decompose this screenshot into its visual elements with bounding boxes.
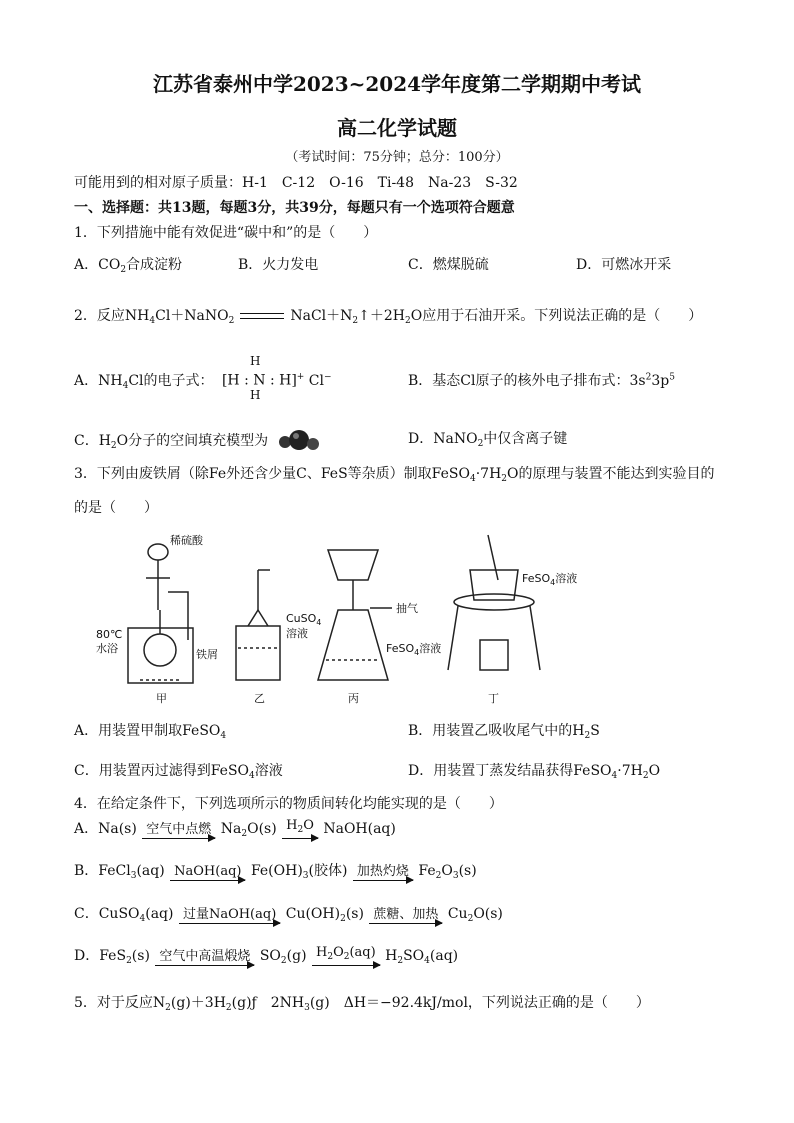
q4-stem: 4．在给定条件下，下列选项所示的物质间转化均能实现的是（ ） [74,796,503,812]
h-bottom: H [249,388,261,403]
apparatus-figure [88,530,728,705]
caption-ding: 丁 [488,692,499,705]
q4-option-c: C．CuSO$_4$(aq) 过量NaOH(aq) $Cu(OH)_2(s)$ 蔗糖、加热 $Cu_2O(s)$ [74,906,503,924]
exam-subtitle: 高二化学试题 [337,116,457,140]
q3-option-c: C．用装置丙过滤得到FeSO$_4$溶液 [74,763,283,781]
arrow: 空气中点燃 [142,823,215,839]
q3-stem-line2: 的是（ ） [74,500,158,516]
q2-option-c: C．$H_2O$分子的空间填充模型为 [74,428,321,454]
caption-bing: 丙 [348,692,359,705]
electron-formula: H [H : N : H]+ H [221,354,305,403]
q1-stem: 1．下列措施中能有效促进“碳中和”的是（ ） [74,225,378,241]
arrow: NaOH(aq) [170,865,245,881]
label-acid: 稀硫酸 [170,534,203,547]
q1-option-b: B．火力发电 [238,257,319,273]
atomic-mass-line: 可能用到的相对原子质量：H-1 C-12 O-16 Ti-48 Na-23 S-32 [74,175,518,191]
arrow: 空气中高温煅烧 [155,950,254,966]
q3-option-a: A．用装置甲制取FeSO$_4$ [74,723,227,741]
q2-option-a: A．$NH_4Cl$的电子式： H [H : N : H]+ H Cl− [74,354,332,403]
flask-jia [144,634,176,666]
buchner-funnel [328,550,378,580]
q2-option-b: B．基态Cl原子的核外电子排布式：$3s^23p^5$ [408,372,675,389]
arrow: 加热灼烧 [353,865,413,881]
h-top: H [249,354,261,369]
label-pump: 抽气 [396,602,418,615]
arrow: $H_2O_2(aq)$ [312,946,380,966]
q3-option-b: B．用装置乙吸收尾气中的$H_2S$ [408,723,600,741]
label-feso4-bing: FeSO$_4$溶液 [386,642,442,657]
label-80c: 80℃ [96,628,123,641]
beaker-yi [236,626,280,680]
exam-title: 江苏省泰州中学2023~2024学年度第二学期期中考试 [152,72,642,96]
funnel-bulb [148,544,168,560]
section-heading: 一、选择题：共13题，每题3分，共39分，每题只有一个选项符合题意 [74,200,515,216]
arrow: $H_2O$ [282,819,318,839]
caption-yi: 乙 [254,692,265,705]
label-bath: 水浴 [96,642,118,655]
label-iron: 铁屑 [196,648,218,661]
arrow: 蔗糖、加热 [369,908,442,924]
q3-stem-line1: 3．下列由废铁屑（除Fe外还含少量C、FeS等杂质）制取$FeSO_4\cdot 7H_2O$的原理与装置不能达到实验目的 [74,466,715,484]
caption-jia: 甲 [156,692,167,705]
q4-option-d: D．FeS$_2$(s) 空气中高温煅烧 $SO_2(g)$ $H_2O_2(aq)$ $H_2SO_4(aq)$ [74,945,459,966]
q2-stem: 2．反应$NH_4Cl+NaNO_2$ $NaCl+N_2↑+2H_2O$应用于石油开采。下列说法正确的是（ ） [74,308,703,326]
label-solution: 溶液 [286,627,308,640]
q4-option-b: B．FeCl$_3$(aq) NaOH(aq) $Fe(OH)_3$(胶体) 加热灼烧 $Fe_2O_3(s)$ [74,863,477,881]
exam-info: （考试时间：75分钟；总分：100分） [285,150,509,165]
equilibrium-sign [240,313,284,319]
q1-option-d: D．可燃冰开采 [576,257,672,273]
ammonium-formula: [H : N : H] [221,373,297,389]
evaporating-dish [470,570,518,600]
water-model-image [273,428,321,454]
arrow: 过量NaOH(aq) [179,908,280,924]
q1-option-a: A．$CO_2$合成淀粉 [74,257,183,275]
suction-flask [318,610,388,680]
alcohol-lamp [480,640,508,670]
q4-option-a: A．Na(s) 空气中点燃 $Na_2O(s)$ $H_2O$ NaOH(aq) [74,818,396,839]
q2-option-d: D．NaNO$_2$中仅含离子键 [408,431,568,449]
label-cuso4: CuSO$_4$ [286,612,322,627]
q3-option-d: D．用装置丁蒸发结晶获得$FeSO_4\cdot 7H_2O$ [408,763,661,781]
label-feso4-ding: FeSO$_4$溶液 [522,572,578,587]
water-bath [128,628,193,683]
q5-stem: 5．对于反应$N_2(g)+3H_2(g)ƒ$ $2NH_3(g)$ ΔH＝−92.4kJ/mol，下列说法正确的是（ ） [74,995,650,1013]
q1-option-c: C．燃煤脱硫 [408,257,489,273]
